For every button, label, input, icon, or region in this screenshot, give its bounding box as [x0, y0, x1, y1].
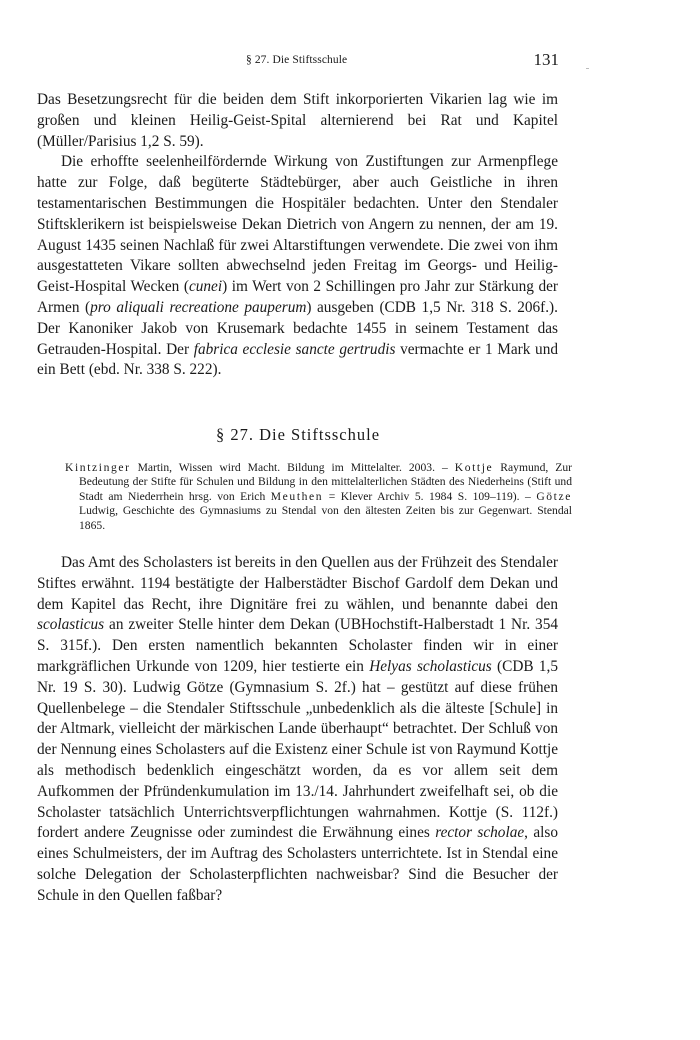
bib-entry-text: Ludwig, Geschichte des Gymnasiums zu Stendal von den ältesten Zeiten bis zur Gegenwart. Stendal 1865. [79, 504, 572, 532]
paragraph-vikarien: Das Besetzungsrecht für die beiden dem Stift inkorporierten Vikarien lag wie im großen und kleinen Heilig-Geist-Spital alternierend bei Rat und Kapitel (Müller/Parisius 1,2 S. 59). [37, 91, 558, 150]
bib-author-meuthen: Meuthen [270, 489, 324, 503]
italic-term-cunei: cunei [188, 278, 223, 296]
text-run: ) ausgeben (CDB 1,5 Nr. 318 S. 206f.). Der Kanoniker Jakob von Krusemark bedachte 1455 in seinem Testament das Getrauden-Hospital. Der [37, 298, 558, 358]
italic-term-rector-scholae: rector scholae [435, 824, 525, 842]
italic-term-fabrica: fabrica ecclesie sancte gertrudis [193, 340, 396, 358]
main-paragraph-scholaster [37, 553, 558, 907]
italic-term-scolasticus: scolasticus [37, 616, 105, 634]
text-run: vermachte er 1 Mark und ein Bett (ebd. Nr. 338 S. 222). [37, 340, 558, 379]
bib-entry-text: Martin, Wissen wird Macht. Bildung im Mittelalter. 2003. – [130, 461, 455, 474]
page-number: 131 [533, 50, 559, 69]
running-head-title: § 27. Die Stiftsschule [246, 54, 348, 66]
bib-entry-text: = Klever Archiv 5. 1984 S. 109–119). – [323, 489, 537, 503]
bibliography-block [65, 461, 572, 533]
top-text-block [37, 90, 558, 381]
bib-entry-text: Raymund, Zur Bedeutung der Stifte für Schulen und Bildung in den mittelalterlichen Städten des Niederheins (Stift und Stadt am Niederrhein hrsg. von Erich [79, 461, 572, 503]
text-run: an zweiter Stelle hinter dem Dekan (UBHochstift-Halberstadt 1 Nr. 354 S. 315f.). Den ersten namentlich bekannten Scholaster finden wir in einer markgräflichen Urkunde von 1209, hier testierte ein [37, 616, 558, 675]
bib-author-kintzinger: Kintzinger [65, 461, 131, 474]
section-heading: § 27. Die Stiftsschule [215, 425, 381, 444]
text-run: (CDB 1,5 Nr. 19 S. 30). Ludwig Götze (Gymnasium S. 2f.) hat – gestützt auf diese frühen Quellenbelege – die Stendaler Stiftsschule „unbedenklich als die älteste [Schule] in der Altmark, vielleicht der märkischen Lande überhaupt“ betrachtet. Der Schluß von der Nennung eines Scholasters auf die Existenz einer Schule ist von Raymund Kottje als methodisch bedenklich eingeschätzt worden, da es vor allem seit dem Aufkommen der Pfründenkumulation im 13./14. Jahrhundert zweifelhaft sei, ob die Scholaster tatsächlich Unterrichtsverpflichtungen wahrnahmen. Kottje (S. 112f.) fordert andere Zeugnisse oder zumindest die Erwähnung eines [37, 657, 558, 842]
paragraph-zustiftungen [37, 152, 558, 381]
bib-author-goetze: Götze [536, 489, 572, 503]
text-run: , also eines Schulmeisters, der im Auftrag des Scholasters unterrichtete. Ist in Stendal eine solche Delegation der Scholasterpflichten nachweisbar? Sind die Besucher der Schule in den Quellen faßbar? [37, 824, 558, 904]
text-run: ) im Wert von 2 Schillingen pro Jahr zur Stärkung der Armen ( [37, 278, 558, 316]
bib-author-kottje: Kottje [454, 461, 494, 474]
italic-term-helyas: Helyas scholasticus [369, 657, 492, 675]
text-run: Das Amt des Scholasters ist bereits in den Quellen aus der Frühzeit des Stendaler Stiftes erwähnt. 1194 bestätigte der Halberstädter Bischof Gardolf dem Dekan und dem Kapitel das Recht, ihre Dignitäre frei zu wählen, und benannte dabei den [37, 554, 558, 613]
italic-term-pro-aliquali: pro aliquali recreatione pauperum [90, 298, 307, 316]
text-run: Die erhoffte seelenheilfördernde Wirkung von Zustiftungen zur Armenpflege hatte zur Folge, daß begüterte Städtebürger, aber auch Geistliche in ihren testamentarischen Bestimmungen die Hospitäler bedachten. Unter den Stendaler Stiftsklerikern ist beispielsweise Dekan Dietrich von Angern zu nennen, der am 19. August 1435 seinen Nachlaß für zwei Altarstiftungen verwendete. Die zwei von ihm ausgestatteten Vikare sollten abwechselnd jeden Freitag im Georgs- und Heilig-Geist-Hospital Wecken ( [37, 153, 558, 296]
page-edge-mark [586, 68, 589, 69]
